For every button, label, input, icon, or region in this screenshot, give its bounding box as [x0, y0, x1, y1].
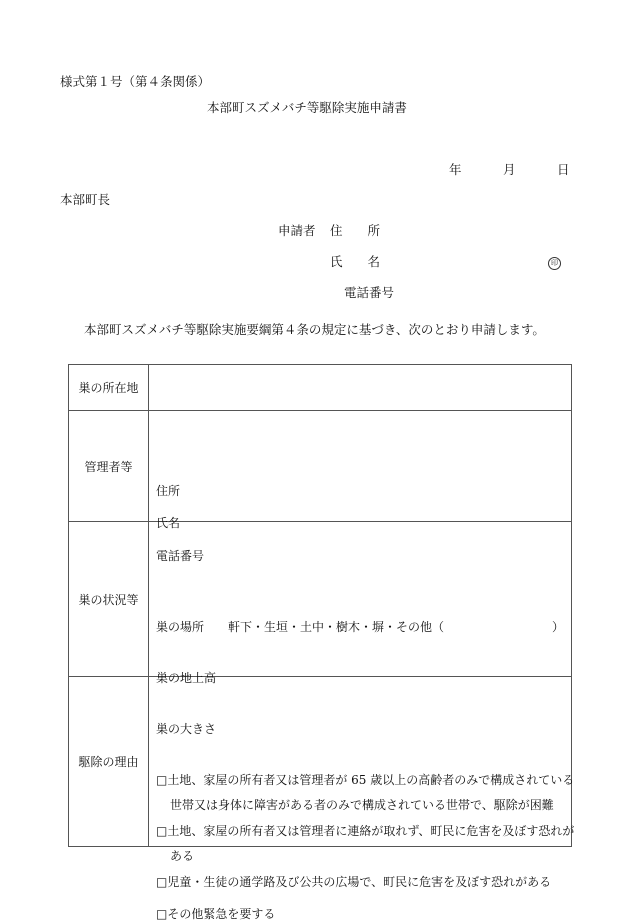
document-title: 本部町スズメバチ等駆除実施申請書	[207, 100, 407, 115]
reason-cell	[149, 677, 575, 921]
table-row-nest-location	[69, 365, 572, 411]
applicant-name-label: 氏 名	[330, 254, 381, 269]
nest-location-value[interactable]	[149, 365, 572, 411]
manager-name-field[interactable]: 氏名	[156, 516, 181, 530]
table-row-manager	[69, 411, 572, 522]
applicant-address-label: 住 所	[330, 223, 381, 238]
manager-label: 管理者等	[69, 411, 149, 522]
date-month: 月	[503, 162, 516, 177]
date-day: 日	[557, 162, 570, 177]
addressee: 本部町長	[60, 192, 111, 207]
date-year: 年	[449, 162, 462, 177]
nest-place-field[interactable]: 巣の場所 軒下・生垣・土中・樹木・塀・その他（ ）	[156, 620, 565, 634]
nest-status-label: 巣の状況等	[69, 522, 149, 677]
reason-unreachable-continued: ある	[170, 848, 195, 863]
table-row-nest-status	[69, 522, 572, 677]
seal-mark	[548, 255, 561, 270]
reason-label: 駆除の理由	[69, 677, 149, 847]
reason-checkbox-elderly[interactable]: □土地、家屋の所有者又は管理者が 65 歳以上の高齢者のみで構成されている	[156, 772, 575, 787]
manager-phone-field[interactable]: 電話番号	[156, 549, 205, 563]
applicant-phone-label: 電話番号	[344, 285, 395, 300]
applicant-label: 申請者	[278, 223, 316, 238]
reason-checkbox-other-emergency[interactable]: □その他緊急を要する	[156, 906, 276, 921]
form-number: 様式第１号（第４条関係）	[60, 74, 211, 89]
intro-text: 本部町スズメバチ等駆除実施要綱第４条の規定に基づき、次のとおり申請します。	[84, 322, 545, 337]
reason-checkbox-school-route[interactable]: □児童・生徒の通学路及び公共の広場で、町民に危害を及ぼす恐れがある	[156, 874, 552, 889]
nest-size-field[interactable]: 巣の大きさ	[156, 722, 217, 736]
table-row-reason	[69, 677, 572, 847]
nest-height-field[interactable]: 巣の地上高	[156, 671, 217, 685]
seal-icon: 印	[548, 257, 561, 270]
reason-checkbox-unreachable[interactable]: □土地、家屋の所有者又は管理者に連絡が取れず、町民に危害を及ぼす恐れが	[156, 823, 575, 838]
application-table	[68, 364, 575, 921]
manager-cell	[149, 411, 572, 563]
nest-status-cell	[149, 522, 572, 736]
nest-location-label: 巣の所在地	[69, 365, 149, 411]
reason-elderly-continued: 世帯又は身体に障害がある者のみで構成されている世帯で、駆除が困難	[170, 797, 554, 812]
manager-address-field[interactable]: 住所	[156, 484, 181, 498]
